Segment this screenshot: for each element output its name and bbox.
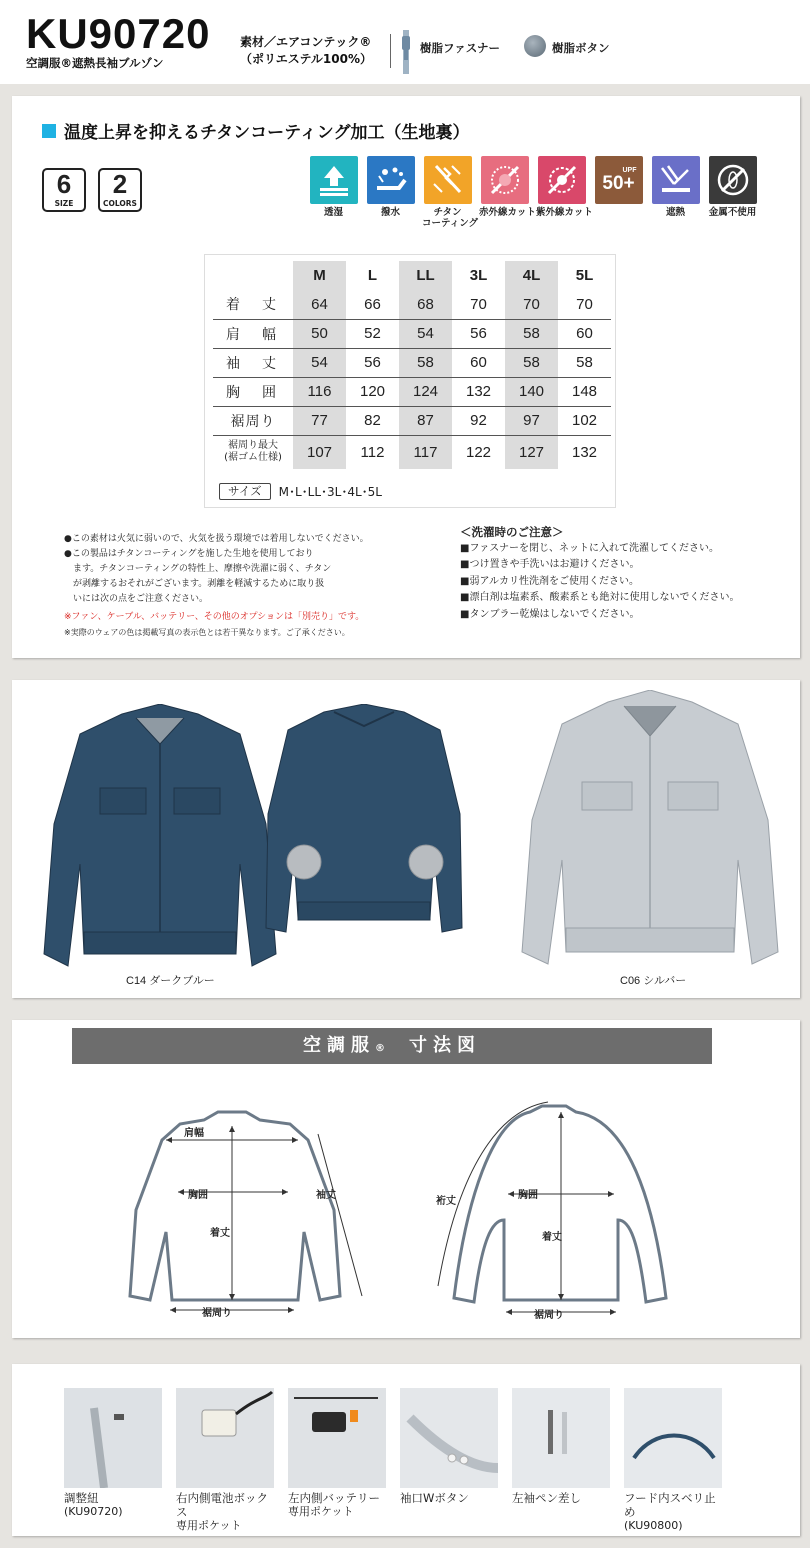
feature-upf xyxy=(593,156,644,229)
zipper-label: 樹脂ファスナー xyxy=(420,41,501,55)
spec-panel xyxy=(12,96,800,658)
detail-label: 調整紐 xyxy=(64,1491,99,1505)
front-outline-diagram xyxy=(108,1100,368,1326)
detail-pen-holder xyxy=(512,1388,612,1505)
detail-label: 右内側電池ボックス xyxy=(176,1491,268,1519)
cell: 68 xyxy=(399,290,452,319)
table-row xyxy=(213,435,611,469)
detail-photo xyxy=(624,1388,722,1488)
table-row xyxy=(213,348,611,377)
no-metal-icon xyxy=(709,156,757,204)
size-count: 6 xyxy=(56,169,72,199)
model-number: KU90720 xyxy=(26,10,211,57)
detail-label-2: (KU90800) xyxy=(624,1519,683,1532)
cell: 60 xyxy=(452,348,505,377)
note-line: いには次の点をご注意ください。 xyxy=(64,594,209,604)
uv-cut-icon xyxy=(538,156,586,204)
diagram-title xyxy=(72,1028,712,1064)
material-info xyxy=(240,34,372,68)
upf-icon xyxy=(595,156,643,204)
header xyxy=(0,0,810,84)
row-label: 胸 囲 xyxy=(213,377,293,406)
note-line: が剥離するおそれがございます。剥離を軽減するために取り扱 xyxy=(64,579,325,589)
options-sold-separately-note: ※ファン、ケーブル、バッテリー、その他のオプションは「別売り」です。 xyxy=(64,612,365,622)
caution-notes xyxy=(64,532,374,640)
size-table xyxy=(213,261,611,469)
size-header: 5L xyxy=(575,267,594,284)
cell: 122 xyxy=(465,443,492,461)
feature-label: 撥水 xyxy=(380,207,400,218)
cell: 102 xyxy=(558,406,611,435)
detail-label: 左内側バッテリー xyxy=(288,1491,380,1505)
color-count-badge xyxy=(98,168,142,212)
feature-label: 紫外線カット xyxy=(536,207,593,218)
breathable-icon xyxy=(310,156,358,204)
material-line-2: （ポリエステル100%） xyxy=(240,52,372,66)
washing-notes xyxy=(460,524,790,623)
navy-jacket-front-image xyxy=(40,704,280,972)
cell: 58 xyxy=(399,348,452,377)
detail-label-2: 専用ポケット xyxy=(176,1519,242,1532)
available-sizes xyxy=(219,483,382,500)
button-label: 樹脂ボタン xyxy=(552,41,610,55)
material-line-1: 素材／エアコンテック® xyxy=(240,35,372,49)
heat-shield-icon xyxy=(652,156,700,204)
cell: 132 xyxy=(571,443,598,461)
color-variations-panel xyxy=(12,680,800,998)
feature-water-repellent xyxy=(365,156,416,229)
size-header: 3L xyxy=(469,267,488,284)
feature-label: 赤外線カット xyxy=(479,207,536,218)
feature-label: 透湿 xyxy=(323,207,343,218)
feature-no-metal xyxy=(707,156,758,229)
cell: 54 xyxy=(399,319,452,348)
water-repellent-icon xyxy=(367,156,415,204)
table-row xyxy=(213,290,611,319)
cell: 82 xyxy=(346,406,399,435)
detail-photo xyxy=(288,1388,386,1488)
cell: 70 xyxy=(452,290,505,319)
length-label: 着丈 xyxy=(210,1228,230,1239)
feature-titanium xyxy=(422,156,479,229)
wash-line: ■タンブラー乾燥はしないでください。 xyxy=(460,608,640,620)
detail-label: 袖口Wボタン xyxy=(400,1491,469,1505)
note-line: ●この素材は火気に弱いので、火気を扱う環境では着用しないでください。 xyxy=(64,534,369,544)
divider xyxy=(390,34,391,68)
feature-label: 金属不使用 xyxy=(708,207,757,218)
cell: 50 xyxy=(293,319,346,348)
row-label-line-1: 裾周り最大 xyxy=(228,440,278,452)
color-unit: COLORS xyxy=(103,199,137,208)
navy-jacket-back-image xyxy=(264,704,464,944)
detail-panel xyxy=(12,1364,800,1536)
diagram-title-text: 空調服 xyxy=(303,1035,375,1056)
cell: 117 xyxy=(399,435,452,469)
zipper-icon xyxy=(400,30,412,74)
size-header: 4L xyxy=(505,261,558,290)
feature-breathable xyxy=(308,156,359,229)
color-disclaimer: ※実際のウェアの色は掲載写真の表示色とは若干異なります。ご了承ください。 xyxy=(64,628,350,637)
table-row xyxy=(213,319,611,348)
row-label xyxy=(213,435,293,469)
size-header: M xyxy=(293,261,346,290)
cell: 116 xyxy=(293,377,346,406)
row-label: 肩 幅 xyxy=(213,319,293,348)
back-chest-label: 胸囲 xyxy=(518,1190,538,1201)
back-outline-diagram xyxy=(418,1090,678,1326)
feature-heading-text: 温度上昇を抑えるチタンコーティング加工（生地裏） xyxy=(64,123,470,143)
feature-heading xyxy=(42,118,469,143)
cell: 107 xyxy=(293,435,346,469)
detail-label: フード内スベリ止め xyxy=(624,1491,716,1519)
cell: 112 xyxy=(360,443,385,461)
diagram-title-suffix: 寸法図 xyxy=(409,1035,481,1056)
cell: 66 xyxy=(346,290,399,319)
titanium-coating-icon xyxy=(424,156,472,204)
cell: 92 xyxy=(452,406,505,435)
cell: 148 xyxy=(558,377,611,406)
cell: 56 xyxy=(346,348,399,377)
feature-label: チタン xyxy=(433,207,462,218)
wash-line: ■ファスナーを閉じ、ネットに入れて洗濯してください。 xyxy=(460,542,720,554)
detail-photo xyxy=(400,1388,498,1488)
detail-label-2: 専用ポケット xyxy=(288,1505,354,1518)
cell: 56 xyxy=(452,319,505,348)
size-count-badge xyxy=(42,168,86,212)
sizes-list: M･L･LL･3L･4L･5L xyxy=(278,485,382,499)
wash-line: ■漂白剤は塩素系、酸素系とも絶対に使用しないでください。 xyxy=(460,592,740,603)
silver-caption: C06 シルバー xyxy=(620,975,687,987)
cell: 132 xyxy=(452,377,505,406)
cell: 64 xyxy=(293,290,346,319)
detail-battery-box-pocket xyxy=(176,1388,276,1533)
table-row xyxy=(213,406,611,435)
row-label: 着 丈 xyxy=(213,290,293,319)
cell: 54 xyxy=(293,348,346,377)
detail-adjust-cord xyxy=(64,1388,164,1519)
cell: 70 xyxy=(558,290,611,319)
cell: 77 xyxy=(293,406,346,435)
cell: 60 xyxy=(558,319,611,348)
infrared-cut-icon xyxy=(481,156,529,204)
back-hem-label: 裾周り xyxy=(534,1310,564,1321)
cell: 97 xyxy=(505,406,558,435)
table-row xyxy=(213,377,611,406)
back-length-label: 着丈 xyxy=(542,1232,562,1243)
sleeve-label: 袖丈 xyxy=(316,1190,336,1201)
detail-label: 左袖ペン差し xyxy=(512,1491,581,1505)
feature-label: 遮熱 xyxy=(665,207,685,218)
row-label-line-2: (裾ゴム仕様) xyxy=(224,452,282,464)
detail-hood-grip xyxy=(624,1388,724,1533)
cell: 120 xyxy=(346,377,399,406)
cell: 127 xyxy=(505,435,558,469)
feature-heat-shield xyxy=(650,156,701,229)
detail-photo xyxy=(512,1388,610,1488)
detail-photo xyxy=(176,1388,274,1488)
heading-marker xyxy=(42,124,56,138)
button-icon xyxy=(524,35,546,57)
cell: 52 xyxy=(346,319,399,348)
size-header-row xyxy=(213,261,611,290)
product-subtitle: 空調服®遮熱長袖ブルゾン xyxy=(26,56,164,70)
size-unit: SIZE xyxy=(54,199,74,208)
navy-caption: C14 ダークブルー xyxy=(126,975,215,987)
note-line: ます。チタンコーティングの特性上、摩擦や洗濯に弱く、チタン xyxy=(64,564,332,574)
detail-label-2: (KU90720) xyxy=(64,1505,123,1518)
cell: 124 xyxy=(399,377,452,406)
silver-jacket-front-image xyxy=(516,690,784,970)
sizes-tag: サイズ xyxy=(219,483,271,500)
detail-battery-pocket xyxy=(288,1388,388,1519)
feature-uv xyxy=(536,156,593,229)
wash-line: ■弱アルカリ性洗剤をご使用ください。 xyxy=(460,575,640,587)
cell: 58 xyxy=(505,348,558,377)
shoulder-label: 肩幅 xyxy=(184,1128,204,1139)
cell: 70 xyxy=(505,290,558,319)
feature-icons xyxy=(308,156,758,229)
color-count: 2 xyxy=(112,169,128,199)
yuki-label: 裄丈 xyxy=(436,1196,456,1207)
cell: 58 xyxy=(505,319,558,348)
upf-small: UPF xyxy=(622,166,637,174)
wash-line: ■つけ置きや手洗いはお避けください。 xyxy=(460,559,640,570)
cell: 87 xyxy=(399,406,452,435)
upf-value: 50+ xyxy=(602,172,635,194)
registered-mark: ® xyxy=(375,1043,385,1054)
feature-infrared xyxy=(479,156,536,229)
detail-photo xyxy=(64,1388,162,1488)
size-header: LL xyxy=(399,261,452,290)
feature-label-2: コーティング xyxy=(422,218,479,229)
size-header: L xyxy=(367,267,378,284)
row-label: 袖 丈 xyxy=(213,348,293,377)
detail-cuff-buttons xyxy=(400,1388,500,1505)
dimension-diagram-panel xyxy=(12,1020,800,1338)
cell: 140 xyxy=(505,377,558,406)
size-table-box xyxy=(204,254,616,508)
row-label: 裾周り xyxy=(213,406,293,435)
hem-label: 裾周り xyxy=(202,1308,232,1319)
cell: 58 xyxy=(558,348,611,377)
washing-title: ＜洗濯時のご注意＞ xyxy=(460,525,564,539)
chest-label: 胸囲 xyxy=(188,1190,208,1201)
note-line: ●この製品はチタンコーティングを施した生地を使用しており xyxy=(64,549,314,559)
